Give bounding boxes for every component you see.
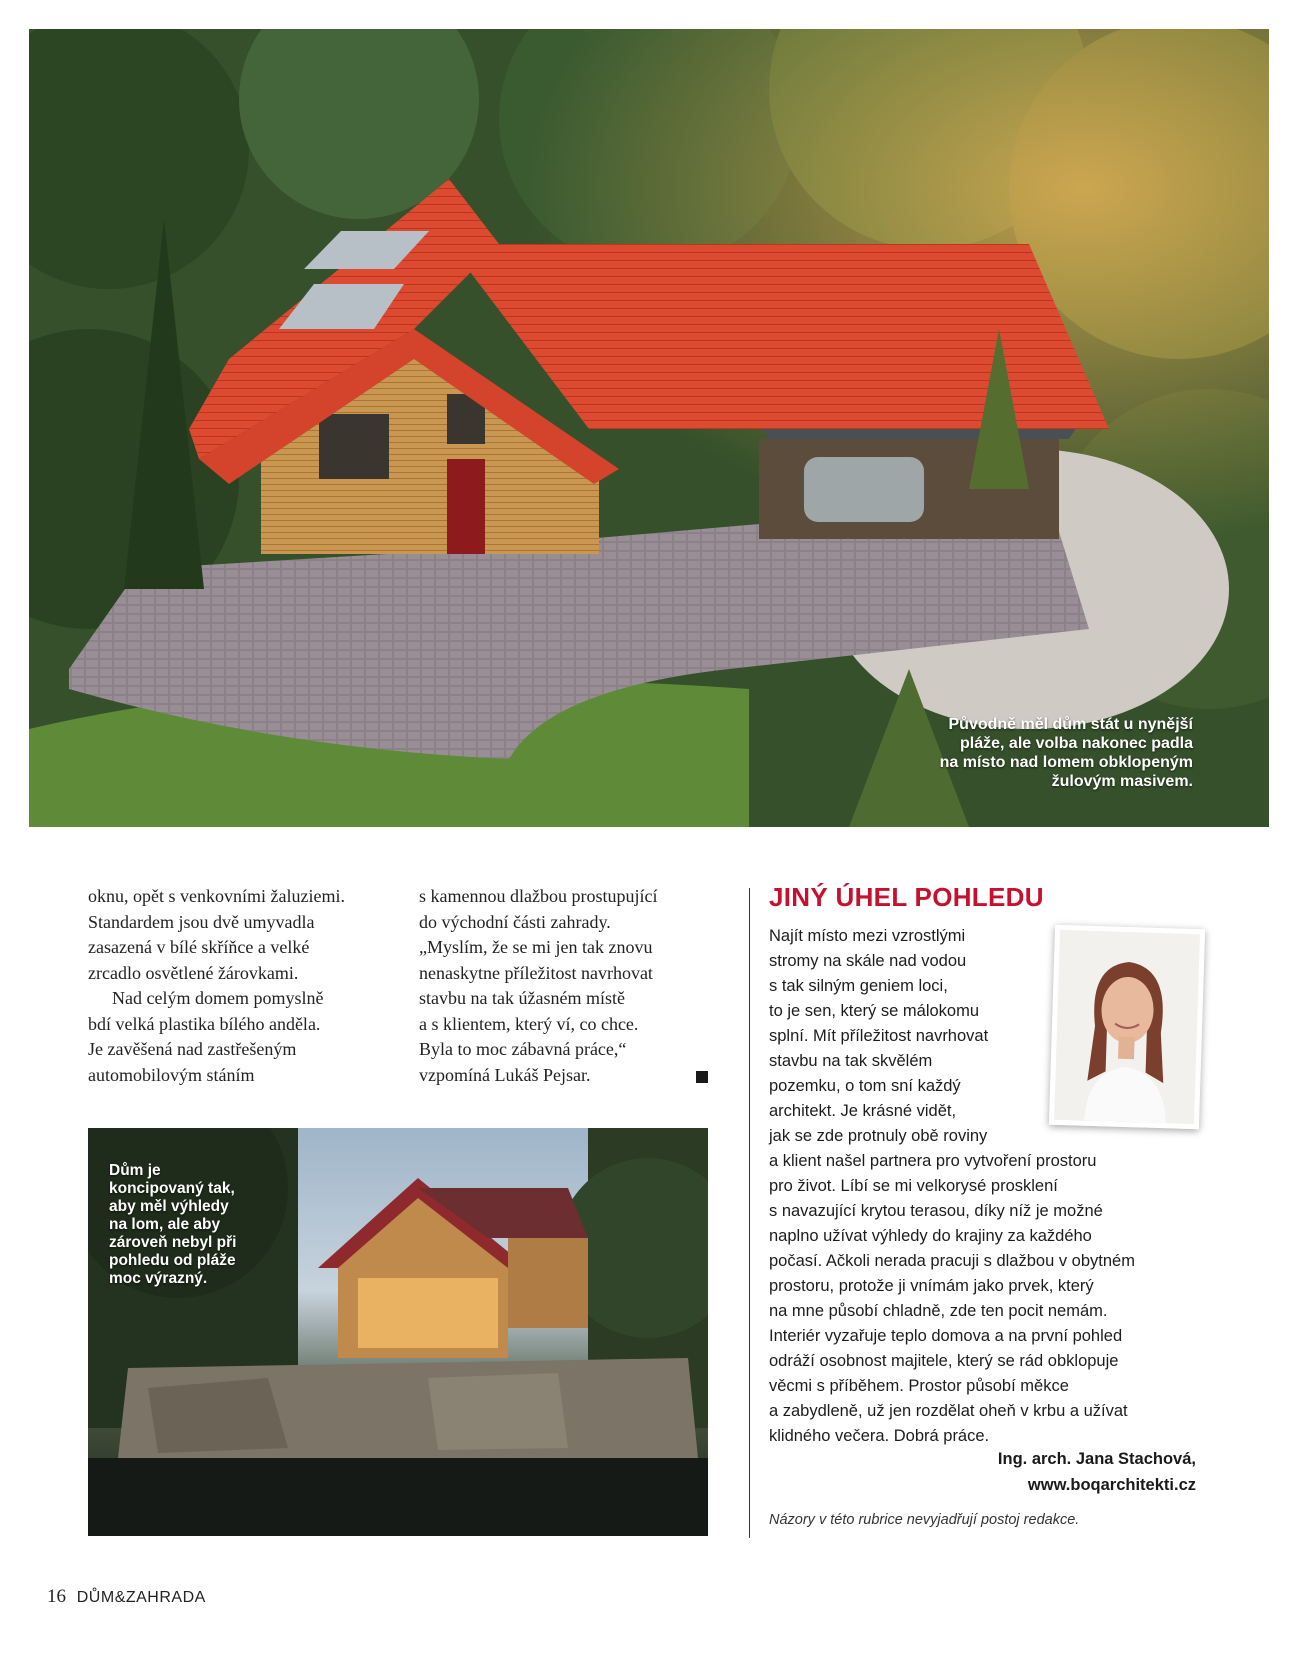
article-end-square-icon [696, 1071, 708, 1083]
sidebar-disclaimer: Názory v této rubrice nevyjadřují postoj redakce. [769, 1512, 1080, 1528]
sidebar-author [998, 1446, 1196, 1498]
quarry-photo-caption: Dům je koncipovaný tak, aby měl výhledy na lom, ale aby zároveň nebyl při pohledu od pláže moc výrazný. [109, 1162, 237, 1287]
page-footer [47, 1586, 206, 1608]
magazine-name: DŮM&ZAHRADA [76, 1589, 206, 1606]
article-column-1 [88, 884, 388, 1088]
hero-photo [29, 29, 1269, 827]
sidebar-text: Najít místo mezi vzrostlými stromy na skále nad vodou s tak silným geniem loci, to je sen, který se málokomu splní. Mít příležitost navrhovat stavbu na tak skvělém pozemku, o tom sní každý architekt. Je krásné vidět, jak se zde protnuly obě roviny a klient našel partnera pro vytvoření prostoru pro život. Líbí se mi velkorysé prosklení s navazující krytou terasou, díky níž je možné naplno užívat výhledy do krajiny za každého počasí. Ačkoli nerada pracuji s dlažbou v obytném prostoru, protože ji vnímám jako prvek, který na mne působí chladně, zde ten pocit nemám. Interiér vyzařuje teplo domova a na první pohled odráží osobnost majitele, který se rád obklopuje věcmi s příběhem. Prostor působí měkce a zabydleně, už jen rozdělat oheň v krbu a užívat klidného večera. Dobrá práce. [769, 927, 1135, 1445]
hero-photo-caption: Původně měl dům stát u nynější pláže, ale volba nakonec padla na místo nad lomem obklopeným žulovým masivem. [939, 716, 1193, 790]
house-on-quarry-photo [88, 1128, 708, 1536]
author-name: Ing. arch. Jana Stachová, [997, 1450, 1196, 1468]
sidebar-divider [749, 888, 750, 1538]
author-website: www.boqarchitekti.cz [1027, 1476, 1196, 1494]
sidebar-title: JINÝ ÚHEL POHLEDU [769, 882, 1044, 912]
article-paragraph: s kamennou dlažbou prostupující do východní části zahrady. „Myslím, že se mi jen tak znovu nenaskytne příležitost navrhovat stavbu na tak úžasném místě a s klientem, který ví, co chce. Byla to moc zábavná práce,“ vzpomíná Lukáš Pejsar. [419, 886, 658, 1085]
article-paragraph: Nad celým domem pomyslně bdí velká plastika bílého anděla. Je zavěšená nad zastřešeným automobilovým stáním [88, 988, 324, 1085]
article-column-2 [419, 884, 709, 1088]
page-number: 16 [47, 1586, 66, 1607]
article-paragraph: oknu, opět s venkovními žaluziemi. Standardem jsou dvě umyvadla zasazená v bílé skříňce a velké zrcadlo osvětlené žárovkami. [88, 886, 345, 983]
house-aerial-illustration [29, 29, 1269, 827]
